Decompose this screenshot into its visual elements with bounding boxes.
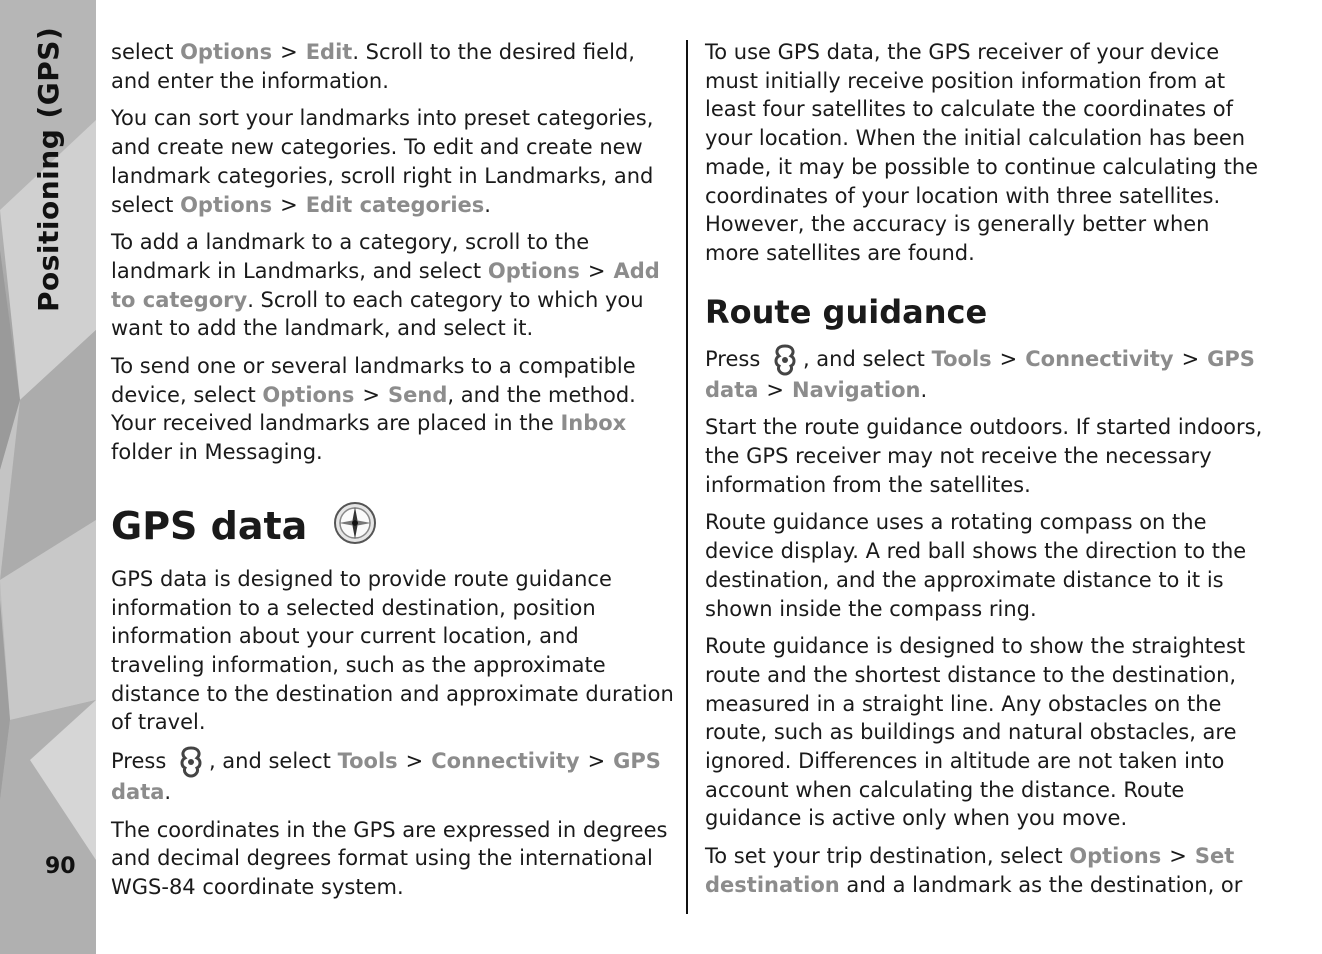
paragraph <box>111 38 676 95</box>
text: To add a landmark to a category, scroll to the landmark in Landmarks, and select <box>111 230 590 283</box>
text: Press <box>705 346 767 371</box>
menu-option: Connectivity <box>431 749 580 774</box>
menu-option: Options <box>180 192 273 217</box>
separator: > <box>587 749 606 774</box>
text: . <box>920 377 928 402</box>
menu-option: Options <box>262 382 355 407</box>
text: folder in Messaging. <box>111 440 323 465</box>
text: , and select <box>208 749 338 774</box>
column-divider <box>686 40 688 914</box>
menu-option: Tools <box>931 346 992 371</box>
paragraph: GPS data is designed to provide route guidance information to a selected destination, position information about your current location, and traveling information, such as the approximate distance to the destination and approximate duration of travel. <box>111 566 674 735</box>
section-heading <box>111 501 676 551</box>
paragraph: Start the route guidance outdoors. If started indoors, the GPS receiver may not receive the necessary information from the satellites. <box>705 415 1263 497</box>
menu-option: Send <box>388 382 448 407</box>
text: Press <box>111 749 173 774</box>
section-title: Positioning (GPS) <box>32 26 65 312</box>
text: . Scroll to each category to which you want to add the landmark, and select it. <box>111 287 644 341</box>
separator: > <box>1169 844 1187 869</box>
separator: > <box>766 377 785 402</box>
paragraph <box>111 746 676 807</box>
menu-option: Tools <box>337 749 398 774</box>
gps-compass-icon <box>333 501 377 545</box>
menu-option: Connectivity <box>1025 346 1174 371</box>
menu-key-icon <box>771 344 799 376</box>
paragraph <box>705 842 1270 899</box>
section-heading: Route guidance <box>705 292 988 331</box>
separator: > <box>280 40 298 64</box>
sidebar <box>0 0 96 954</box>
paragraph: The coordinates in the GPS are expressed in degrees and decimal degrees format using the international WGS-84 coordinate system. <box>111 817 668 900</box>
text: To set your trip destination, select <box>705 844 1070 869</box>
menu-option: GPS data <box>705 346 1255 402</box>
left-column <box>111 38 676 911</box>
separator: > <box>587 258 606 283</box>
menu-option: Options <box>180 40 273 64</box>
text: To send one or several landmarks to a compatible device, select <box>111 354 636 407</box>
text: You can sort your landmarks into preset categories, and create new categories. To edit and create new landmark categories, scroll right in Landmarks, and select <box>111 106 654 217</box>
menu-option: Options <box>1069 844 1162 869</box>
paragraph <box>111 228 676 343</box>
paragraph <box>111 104 676 219</box>
text: select <box>111 40 181 64</box>
paragraph: To use GPS data, the GPS receiver of your device must initially receive position information from at least four satellites to calculate the coordinates of your location. When the initial calculation has been made, it may be possible to continue calculating the coordinates of your location with three satellites. However, the accuracy is generally better when more satellites are found. <box>705 40 1259 265</box>
heading-text: GPS data <box>111 503 308 548</box>
text: , and select <box>802 346 932 371</box>
separator: > <box>999 346 1018 371</box>
right-column <box>705 38 1270 909</box>
menu-option: Add to category <box>111 258 660 312</box>
text: , and the method. Your received landmarks are placed in the <box>111 382 636 436</box>
paragraph: Route guidance is designed to show the straightest route and the shortest distance to the destination, measured in a straight line. Any obstacles on the route, such as buildings and natural obstacles, are ignored. Differences in altitude are not taken into account when calculating the distance. Route guidance is active only when you move. <box>705 634 1246 831</box>
separator: > <box>1181 346 1200 371</box>
text: and a landmark as the destination, or <box>839 872 1243 897</box>
separator: > <box>362 382 381 407</box>
menu-option: Edit categories <box>305 192 485 217</box>
paragraph <box>705 344 1270 405</box>
menu-key-icon <box>177 746 205 778</box>
page-number: 90 <box>45 854 76 879</box>
menu-option: GPS data <box>111 749 661 805</box>
text: . <box>164 780 172 805</box>
paragraph <box>111 352 676 467</box>
separator: > <box>405 749 424 774</box>
text: . Scroll to the desired field, and enter the information. <box>111 40 635 93</box>
paragraph: Route guidance uses a rotating compass on the device display. A red ball shows the direction to the destination, and the approximate distance to it is shown inside the compass ring. <box>705 510 1247 621</box>
separator: > <box>280 192 298 217</box>
menu-option: Edit <box>305 40 353 64</box>
menu-option: Navigation <box>792 377 921 402</box>
menu-option: Options <box>487 258 580 283</box>
text: . <box>484 192 491 217</box>
menu-option: Inbox <box>560 411 627 436</box>
menu-option: Set destination <box>705 844 1235 897</box>
